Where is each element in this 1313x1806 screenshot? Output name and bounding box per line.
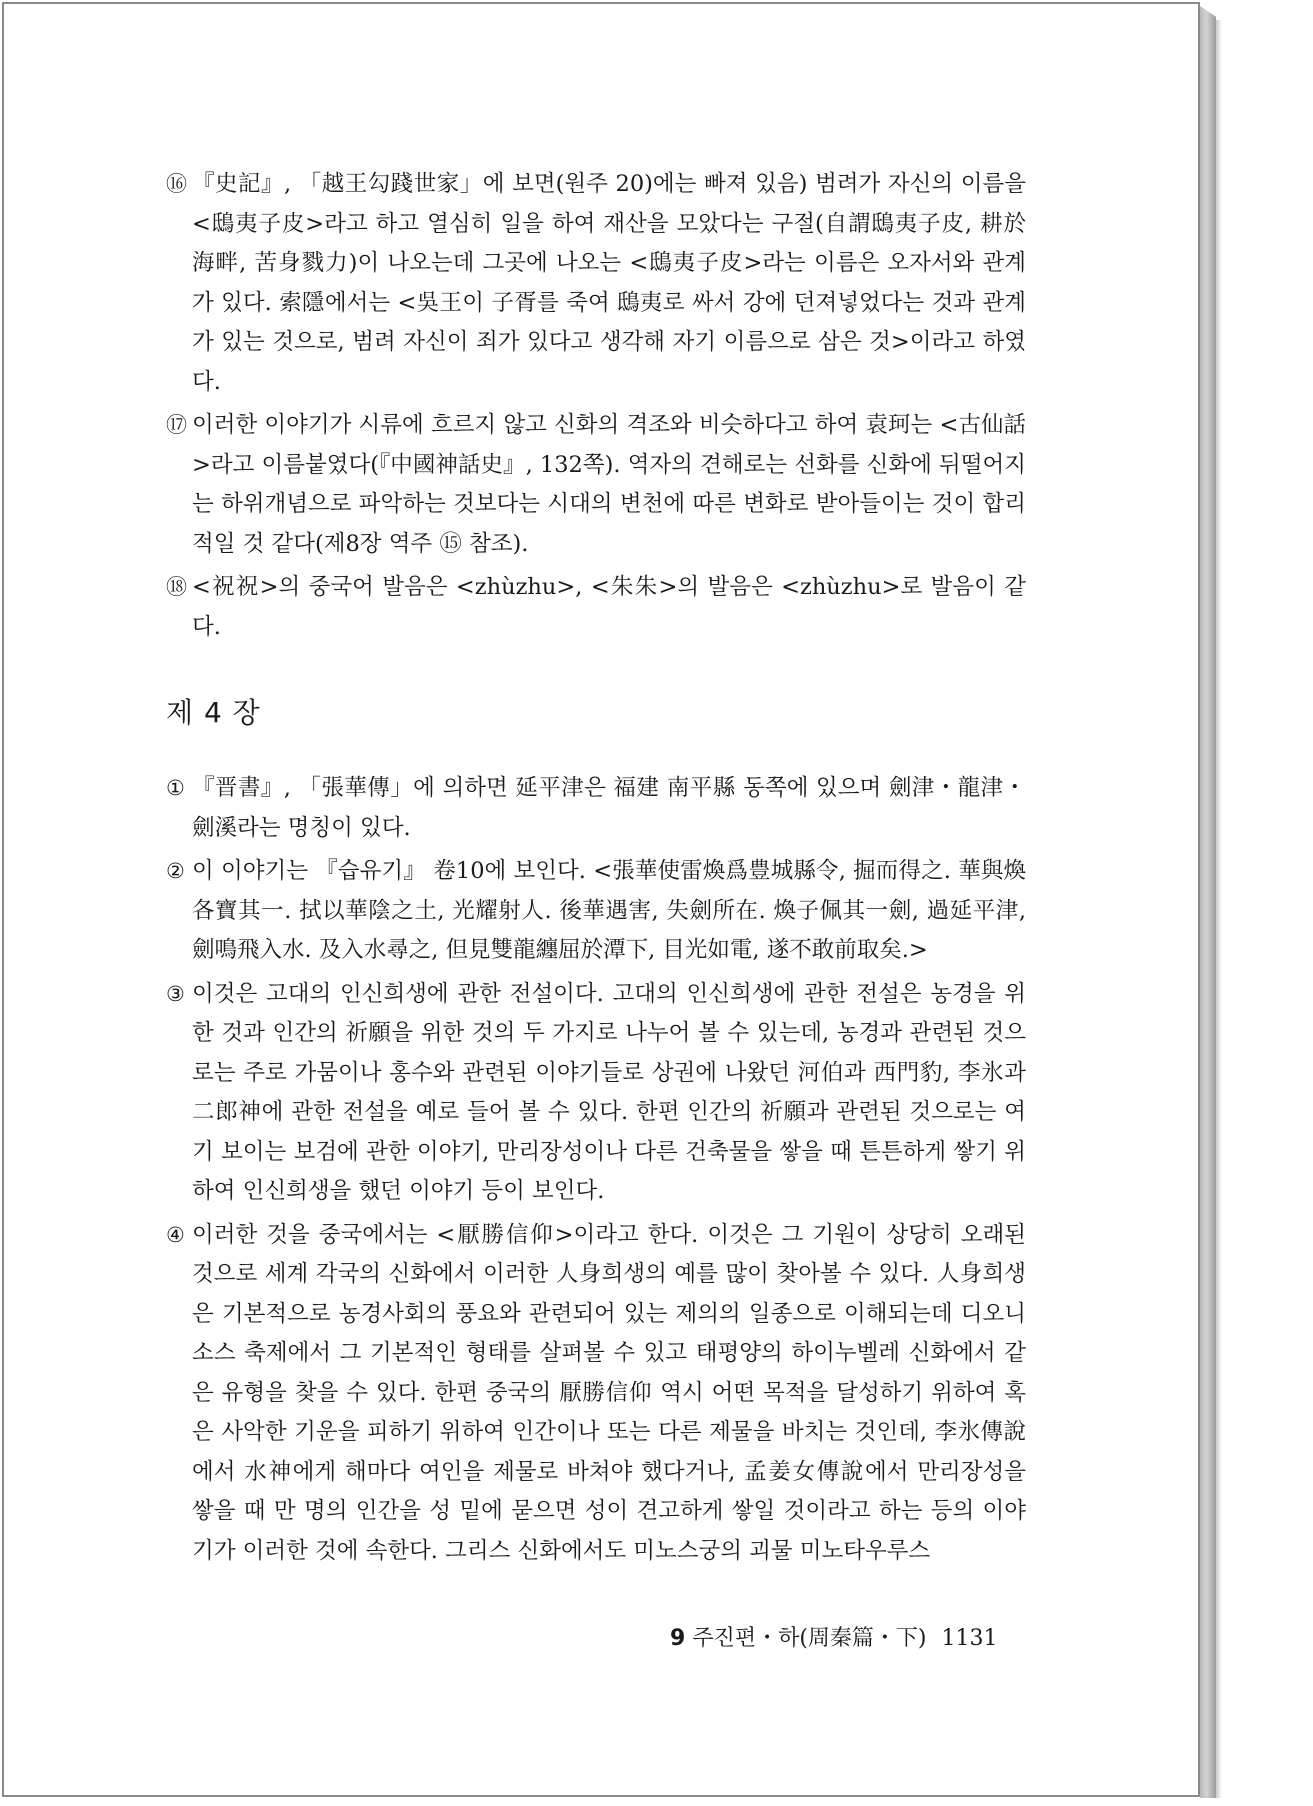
note-number: ② <box>166 859 185 883</box>
note-number: ④ <box>166 1222 185 1247</box>
note-item <box>166 852 1026 971</box>
note-item <box>166 1216 1026 1572</box>
page-footer <box>670 1621 998 1652</box>
page-number: 1131 <box>941 1626 998 1651</box>
note-number: ⑱ <box>166 575 187 599</box>
note-number: ⑰ <box>166 413 187 437</box>
note-text: 이러한 것을 중국에서는 <厭勝信仰>이라고 한다. 이것은 그 기원이 상당히 오래된 것으로 세계 각국의 신화에서 이러한 人身희생의 예를 많이 찾아볼 수 있다. 人身희생은 기본적으로 농경사회의 풍요와 관련되어 있는 제의의 일종으로 이해되는데 디오니소스 축제에서 그 기본적인 형태를 살펴볼 수 있고 태평양의 하이누벨레 신화에서 같은 유형을 찾을 수 있다. 한편 중국의 厭勝信仰 역시 어떤 목적을 달성하기 위하여 혹은 사악한 기운을 피하기 위하여 인간이나 또는 다른 제물을 바치는 것인데, 李氷傳說에서 水神에게 해마다 여인을 제물로 바쳐야 했다거나, 孟姜女傳說에서 만리장성을 쌓을 때 만 명의 인간을 성 밑에 묻으면 성이 견고하게 쌓일 것이라고 하는 등의 이야기가 이러한 것에 속한다. 그리스 신화에서도 미노스궁의 괴물 미노타우루스 <box>192 1221 1026 1564</box>
note-item <box>166 769 1026 848</box>
note-text: 이러한 이야기가 시류에 흐르지 않고 신화의 격조와 비슷하다고 하여 袁珂는 <古仙話>라고 이름붙였다(『中國神話史』, 132쪽). 역자의 견해로는 선화를 신화에 뒤떨어지는 하위개념으로 파악하는 것보다는 시대의 변천에 따른 변화로 받아들이는 것이 합리적일 것 같다(제8장 역주 ⑮ 참조). <box>192 412 1026 557</box>
note-item <box>166 975 1026 1212</box>
note-text: <祝祝>의 중국어 발음은 <zhùzhu>, <朱朱>의 발음은 <zhùzhu>로 발음이 같다. <box>192 574 1026 640</box>
note-text: 이것은 고대의 인신희생에 관한 전설이다. 고대의 인신희생에 관한 전설은 농경을 위한 것과 인간의 祈願을 위한 것의 두 가지로 나누어 볼 수 있는데, 농경과 관련된 것으로는 주로 가뭄이나 홍수와 관련된 이야기들로 상권에 나왔던 河伯과 西門豹, 李氷과 二郎神에 관한 전설을 예로 들어 볼 수 있다. 한편 인간의 祈願과 관련된 것으로는 여기 보이는 보검에 관한 이야기, 만리장성이나 다른 건축물을 쌓을 때 튼튼하게 쌓기 위하여 인신희생을 했던 이야기 등이 보인다. <box>192 980 1026 1204</box>
page-edge-shadow <box>1216 20 1222 1798</box>
note-text: 이 이야기는 『습유기』 卷10에 보인다. <張華使雷煥爲豊城縣令, 掘而得之. 華與煥各寶其一. 拭以華陰之土, 光耀射人. 後華遇害, 失劍所在. 煥子佩其一劍, 過延平津, 劍鳴飛入水. 及入水尋之, 但見雙龍纏屈於潭下, 目光如電, 遂不敢前取矣.> <box>192 858 1026 963</box>
note-text: 『史記』, 「越王勾踐世家」에 보면(원주 20)에는 빠져 있음) 범려가 자신의 이름을 <鴟夷子皮>라고 하고 열심히 일을 하여 재산을 모았다는 구절(自謂鴟夷子皮, 耕於海畔, 苦身戮力)이 나오는데 그곳에 나오는 <鴟夷子皮>라는 이름은 오자서와 관계가 있다. 索隱에서는 <吳王이 子胥를 죽여 鴟夷로 싸서 강에 던져넣었다는 것과 관계가 있는 것으로, 범려 자신이 죄가 있다고 생각해 자기 이름으로 삼은 것>이라고 하였다. <box>192 171 1026 395</box>
note-item <box>166 406 1026 564</box>
note-item <box>166 568 1026 647</box>
note-number: ⑯ <box>166 172 187 196</box>
footer-title: 주진편・하(周秦篇・下) <box>692 1626 927 1651</box>
note-text: 『晋書』, 「張華傳」에 의하면 延平津은 福建 南平縣 동쪽에 있으며 劍津・龍津・劍溪라는 명칭이 있다. <box>192 775 1026 841</box>
chapter-title: 제 4 장 <box>166 696 261 729</box>
note-item <box>166 165 1026 402</box>
footer-chapter-number: 9 <box>670 1626 686 1651</box>
page-content <box>166 165 1026 1575</box>
note-number: ③ <box>166 981 185 1006</box>
page-edge <box>1200 6 1216 1798</box>
note-number: ① <box>166 776 185 800</box>
